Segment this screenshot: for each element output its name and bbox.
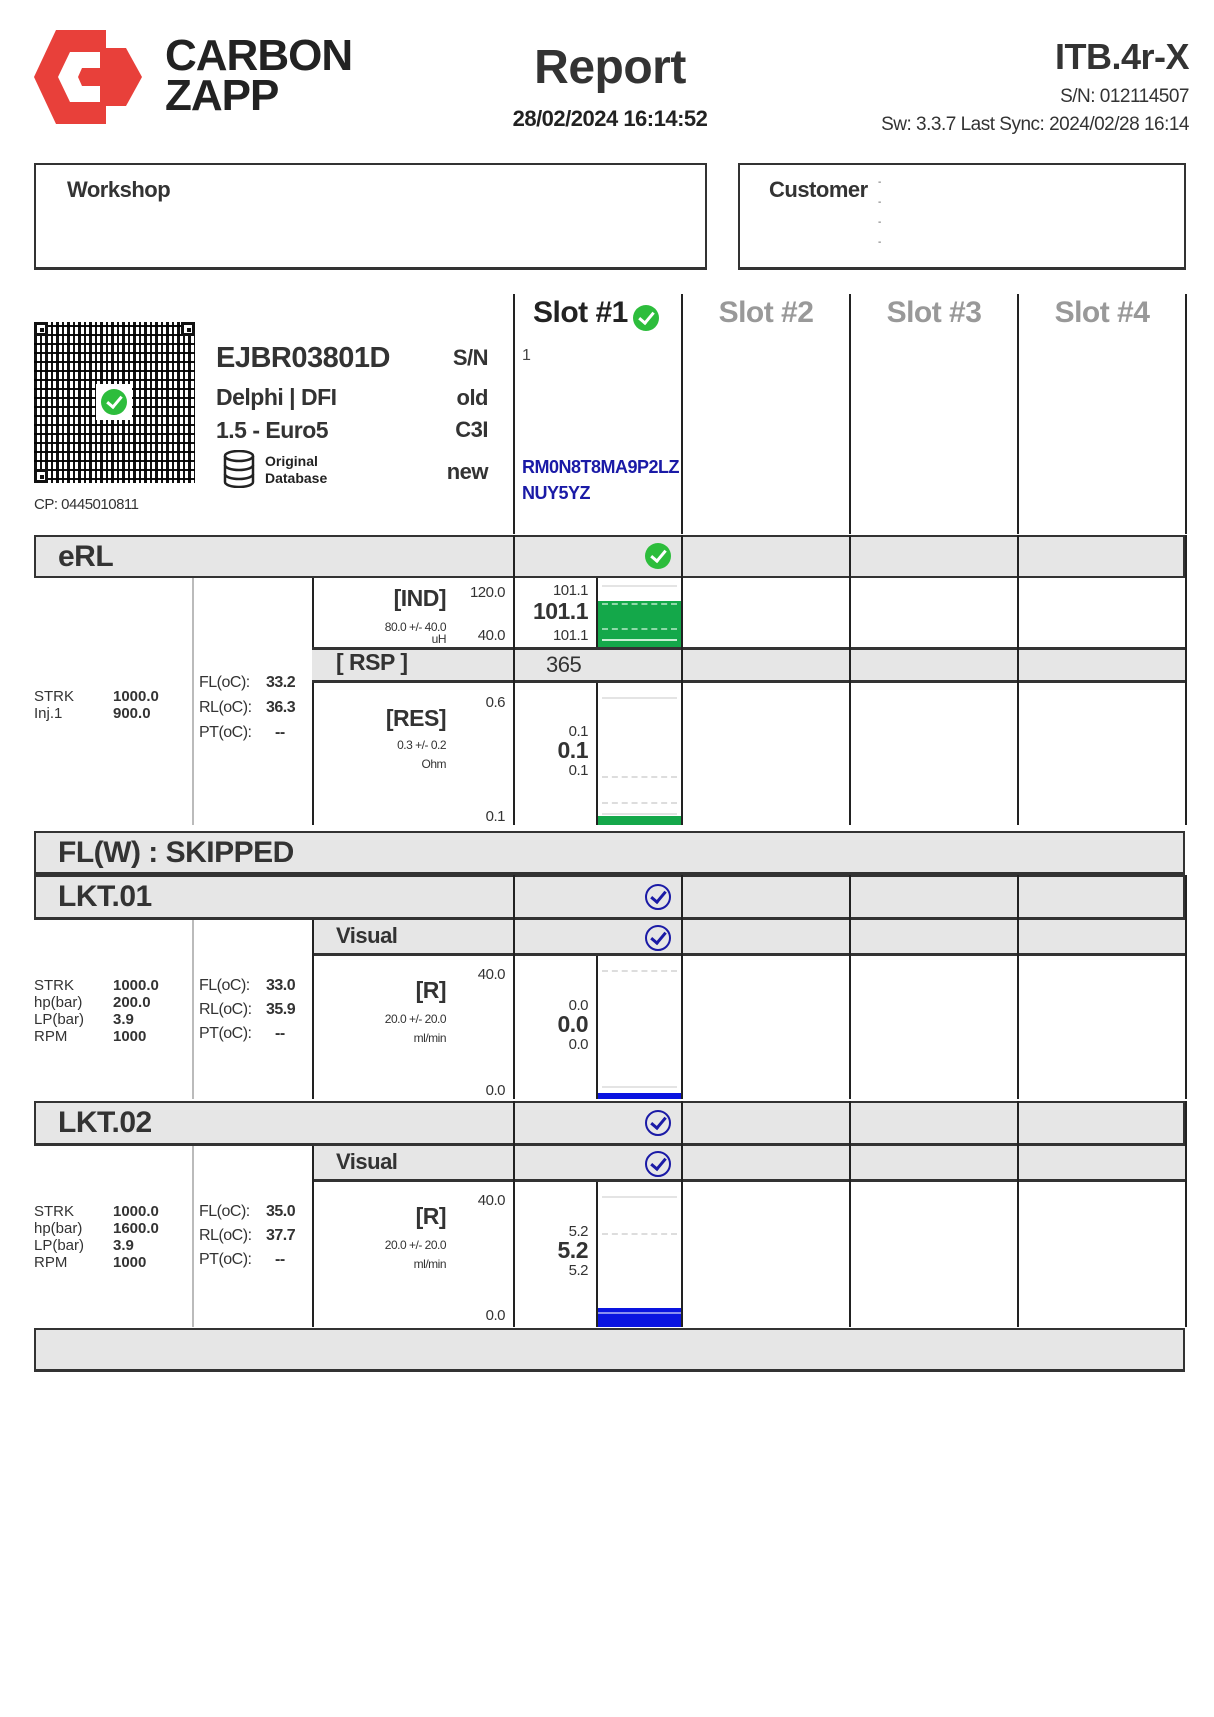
cp-number: CP: 0445010811 <box>34 496 139 513</box>
lkt02-visual-check-icon <box>645 1151 671 1177</box>
device-serial: S/N: 012114507 <box>1060 86 1189 107</box>
customer-label: Customer <box>769 177 868 202</box>
injector-model: 1.5 - Euro5 <box>216 417 329 443</box>
rsp-row <box>312 647 1185 683</box>
lkt01-r-max: 40.0 <box>477 966 505 983</box>
customer-lines: - - - - <box>878 177 882 248</box>
ind-spec: 80.0 +/- 40.0 <box>384 620 446 634</box>
erl-params: STRK 1000.0 Inj.1 900.0 <box>34 688 159 722</box>
divider <box>312 920 314 1099</box>
lkt02-r-max: 40.0 <box>477 1192 505 1209</box>
ind-min: 40.0 <box>477 627 505 644</box>
slot-1-c3i-new: RM0N8T8MA9P2LZ NUY5YZ <box>522 457 680 503</box>
divider <box>1017 294 1019 534</box>
erl-slot-1-pass-icon <box>645 543 671 569</box>
lkt02-slot1-top: 5.2 <box>568 1223 588 1240</box>
lkt02-r-spec: 20.0 +/- 20.0 <box>384 1238 446 1252</box>
divider <box>849 875 851 1099</box>
lkt01-visual-label: Visual <box>336 923 398 948</box>
divider <box>849 294 851 534</box>
carbonzapp-logo-icon <box>34 30 142 124</box>
lkt01-params: STRK 1000.0 hp(bar) 200.0 LP(bar) 3.9 RPM 1000 <box>34 977 159 1045</box>
lkt02-r-min: 0.0 <box>485 1307 505 1324</box>
injector-brand: Delphi | DFI <box>216 384 337 410</box>
slot-1-sn: 1 <box>522 347 531 364</box>
label-sn: S/N <box>452 345 488 370</box>
customer-box <box>738 163 1186 270</box>
divider <box>1185 535 1187 825</box>
lkt01-visual-row <box>312 920 1185 956</box>
lkt01-r-min: 0.0 <box>485 1082 505 1099</box>
brand-name: CARBON ZAPP <box>165 31 353 120</box>
rsp-label: [ RSP ] <box>336 649 408 675</box>
lkt01-title: LKT.01 <box>58 880 152 913</box>
divider <box>513 647 515 683</box>
divider <box>849 1101 851 1327</box>
slot-4-label[interactable]: Slot #4 <box>1054 296 1150 329</box>
report-footer-band <box>34 1328 1185 1372</box>
qr-finder-tr <box>181 322 195 336</box>
ind-slot1-value: 101.1 <box>532 598 588 624</box>
res-unit: Ohm <box>421 757 446 771</box>
ind-slot1-top: 101.1 <box>552 582 588 599</box>
workshop-box <box>34 163 707 270</box>
ind-unit: uH <box>431 632 446 646</box>
slot-1-label: Slot #1 <box>533 296 628 329</box>
lkt01-slot1-top: 0.0 <box>568 997 588 1014</box>
divider <box>1185 875 1187 1099</box>
erl-section-header <box>34 535 1185 578</box>
res-slot1-top: 0.1 <box>568 723 588 740</box>
erl-temps: FL(oC): 33.2 RL(oC): 36.3 PT(oC): -- <box>199 674 296 741</box>
divider <box>1185 1101 1187 1327</box>
divider <box>1017 1101 1019 1327</box>
lkt01-slot1-bottom: 0.0 <box>568 1036 588 1053</box>
divider <box>192 920 194 1099</box>
lkt01-slot1-value: 0.0 <box>557 1011 588 1037</box>
res-slot1-bar <box>596 683 683 825</box>
erl-title: eRL <box>58 540 114 573</box>
lkt01-r-unit: ml/min <box>413 1031 446 1045</box>
lkt01-visual-check-icon <box>645 925 671 951</box>
lkt02-r-unit: ml/min <box>413 1257 446 1271</box>
ind-max: 120.0 <box>469 584 505 601</box>
divider <box>513 1101 515 1327</box>
divider <box>312 1146 314 1327</box>
lkt01-section-header <box>34 875 1185 920</box>
divider <box>192 578 194 825</box>
divider <box>681 647 683 683</box>
divider <box>312 578 314 825</box>
divider <box>1185 294 1187 534</box>
database-icon <box>222 450 256 493</box>
lkt01-temps: FL(oC): 33.0 RL(oC): 35.9 PT(oC): -- <box>199 977 296 1042</box>
qr-finder-tl <box>34 322 48 336</box>
divider <box>1017 875 1019 1099</box>
lkt02-section-header <box>34 1101 1185 1146</box>
divider <box>681 294 683 534</box>
label-old: old <box>456 385 488 410</box>
lkt02-slot1-bar <box>596 1182 683 1327</box>
slot-1-pass-icon <box>633 305 659 331</box>
qr-valid-check-icon <box>101 389 127 415</box>
lkt02-title: LKT.02 <box>58 1106 152 1139</box>
res-max: 0.6 <box>485 694 505 711</box>
slot-3-label[interactable]: Slot #3 <box>886 296 982 329</box>
res-bar-fill <box>598 816 681 825</box>
device-name: ITB.4r-X <box>1054 36 1189 77</box>
lkt01-slot1-bar <box>596 956 683 1099</box>
divider <box>849 647 851 683</box>
injector-code: EJBR03801D <box>216 342 390 374</box>
database-label: Original Database <box>265 453 328 486</box>
divider <box>513 875 515 1099</box>
lkt02-visual-label: Visual <box>336 1149 398 1174</box>
lkt01-r-spec: 20.0 +/- 20.0 <box>384 1012 446 1026</box>
divider <box>192 1146 194 1327</box>
label-c3i: C3I <box>455 417 488 442</box>
lkt01-bar-fill <box>598 1093 681 1099</box>
brand-logo <box>34 30 142 124</box>
workshop-label: Workshop <box>67 177 171 202</box>
lkt02-temps: FL(oC): 35.0 RL(oC): 37.7 PT(oC): -- <box>199 1203 296 1268</box>
lkt02-slot1-bottom: 5.2 <box>568 1262 588 1279</box>
res-slot1-value: 0.1 <box>557 737 588 763</box>
software-sync: Sw: 3.3.7 Last Sync: 2024/02/28 16:14 <box>881 114 1189 135</box>
flw-title: FL(W) : SKIPPED <box>58 836 294 869</box>
lkt02-slot1-check-icon <box>645 1110 671 1136</box>
qr-finder-bl <box>34 469 48 483</box>
slot-1-header[interactable] <box>515 296 681 336</box>
ind-slot1-bar <box>596 578 683 647</box>
report-datetime: 28/02/2024 16:14:52 <box>512 106 708 131</box>
ind-label: [IND] <box>393 585 446 611</box>
res-label: [RES] <box>385 705 446 731</box>
rsp-slot1-value: 365 <box>546 652 582 677</box>
res-min: 0.1 <box>485 808 505 825</box>
lkt01-r-label: [R] <box>415 977 446 1003</box>
res-spec: 0.3 +/- 0.2 <box>397 738 446 752</box>
report-title: Report <box>534 41 686 94</box>
label-new: new <box>446 459 488 484</box>
lkt01-slot1-check-icon <box>645 884 671 910</box>
lkt02-slot1-value: 5.2 <box>557 1237 588 1263</box>
qr-code <box>34 322 195 483</box>
res-slot1-bottom: 0.1 <box>568 762 588 779</box>
ind-slot1-bottom: 101.1 <box>552 627 588 644</box>
lkt02-visual-row <box>312 1146 1185 1182</box>
lkt02-bar-marker <box>598 1312 681 1314</box>
lkt02-r-label: [R] <box>415 1203 446 1229</box>
lkt02-bar-fill <box>598 1308 681 1327</box>
slot-2-label[interactable]: Slot #2 <box>718 296 814 329</box>
divider <box>1017 647 1019 683</box>
lkt02-params: STRK 1000.0 hp(bar) 1600.0 LP(bar) 3.9 RPM 1000 <box>34 1203 159 1271</box>
